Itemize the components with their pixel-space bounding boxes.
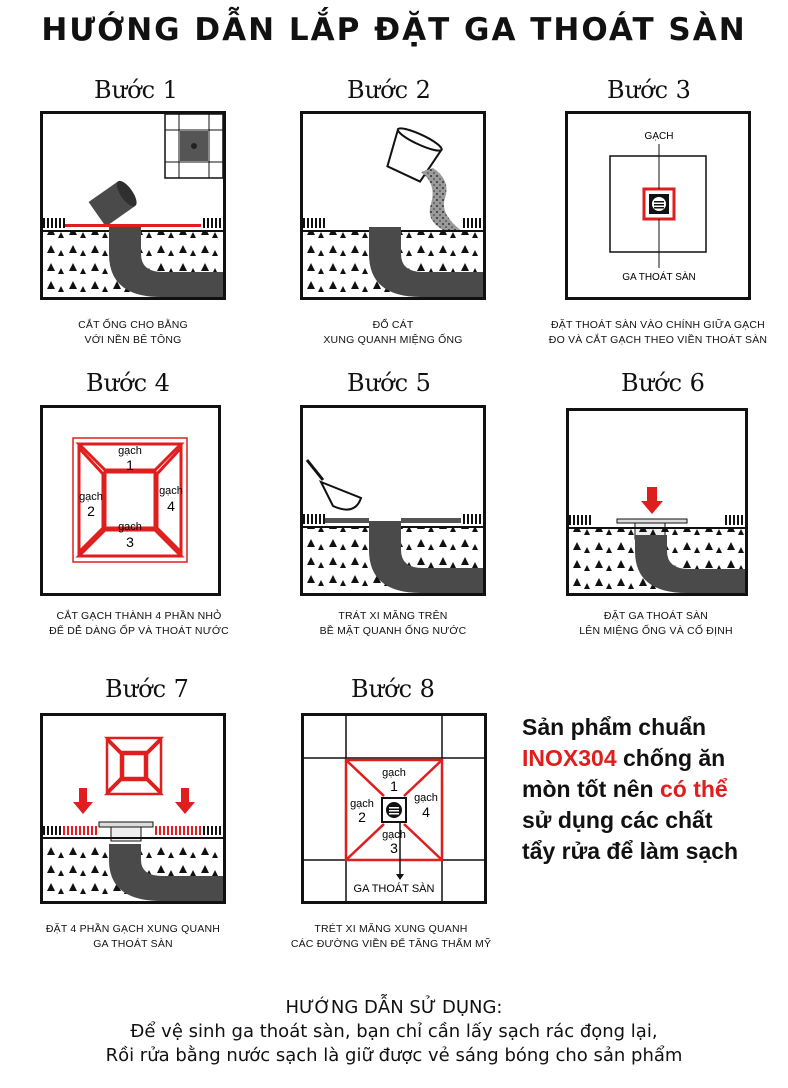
step-3-panel	[565, 111, 751, 300]
step-1-caption-line: CẮT ỐNG CHO BẰNG	[78, 319, 188, 331]
step-3-tile-label: GẠCH	[644, 131, 674, 142]
step-8-piece-word: gạch	[382, 767, 406, 779]
step-3-illustration	[568, 114, 748, 297]
usage-heading: HƯỚNG DẪN SỬ DỤNG:	[285, 997, 503, 1018]
step-7-caption	[13, 922, 253, 952]
step-8-label: Bước 8	[351, 675, 435, 703]
step-8-piece-word: gạch	[414, 792, 438, 804]
promo-line-2	[522, 743, 782, 774]
step-6-caption	[536, 609, 776, 639]
step-3-drain-label: GA THOÁT SÀN	[622, 272, 696, 283]
step-8-caption-line: TRÉT XI MĂNG XUNG QUANH	[314, 923, 468, 935]
step-5-panel	[300, 405, 486, 596]
step-2-panel	[300, 111, 486, 300]
step-5-illustration	[303, 408, 483, 593]
step-1-panel	[40, 111, 226, 300]
step-3-caption-line: ĐẶT THOÁT SÀN VÀO CHÍNH GIỮA GẠCH	[551, 319, 765, 331]
step-6-panel	[566, 408, 748, 596]
step-8-piece-num: 2	[358, 809, 366, 825]
promo-line-5: tẩy rửa để làm sạch	[522, 838, 739, 864]
step-4-piece-word: gạch	[118, 521, 142, 533]
step-6-illustration	[569, 411, 745, 593]
promo-highlight-can: có thể	[659, 776, 728, 802]
step-4-piece-num: 1	[126, 457, 134, 473]
product-promo	[522, 712, 782, 867]
step-7-panel	[40, 713, 226, 904]
step-8-panel	[301, 713, 487, 904]
step-4-caption	[19, 609, 259, 639]
step-2-caption	[273, 318, 513, 348]
step-7-label: Bước 7	[105, 675, 189, 703]
step-5-caption-line: TRÁT XI MĂNG TRÊN	[338, 610, 448, 622]
promo-line-4: sử dụng các chất	[522, 807, 713, 833]
page-title: HƯỚNG DẪN LẮP ĐẶT GA THOÁT SÀN	[41, 12, 747, 48]
step-8-piece-num: 1	[390, 778, 398, 794]
step-8-caption	[271, 922, 511, 952]
step-7-caption-line: ĐẶT 4 PHẦN GẠCH XUNG QUANH	[45, 923, 221, 935]
step-2-illustration	[303, 114, 483, 297]
step-6-caption-line: LÊN MIỆNG ỐNG VÀ CỐ ĐỊNH	[579, 625, 733, 637]
step-4-piece-num: 3	[126, 534, 134, 550]
step-4-caption-line: ĐỂ DỄ DÀNG ỐP VÀ THOÁT NƯỚC	[49, 625, 229, 637]
step-1-illustration	[43, 114, 223, 297]
step-6-label: Bước 6	[621, 369, 705, 397]
step-4-panel	[40, 405, 221, 596]
step-5-label: Bước 5	[347, 369, 431, 397]
promo-highlight-inox: INOX304	[522, 745, 617, 771]
step-4-illustration	[43, 408, 218, 593]
step-6-caption-line: ĐẶT GA THOÁT SÀN	[603, 610, 709, 622]
step-1-caption-line: VỚI NỀN BÊ TÔNG	[84, 334, 182, 346]
promo-line-2-rest: chống ăn	[616, 745, 726, 771]
promo-line-1: Sản phẩm chuẩn	[522, 714, 707, 740]
step-1-label: Bước 1	[94, 76, 178, 104]
step-8-caption-line: CÁC ĐƯỜNG VIỀN ĐỂ TĂNG THẨM MỸ	[290, 938, 492, 950]
step-4-label: Bước 4	[86, 369, 170, 397]
step-8-piece-num: 4	[422, 804, 430, 820]
step-7-caption-line: GA THOÁT SÀN	[93, 938, 173, 950]
step-8-piece-word: gạch	[382, 829, 406, 841]
step-4-piece-word: gạch	[79, 491, 103, 503]
step-8-piece-num: 3	[390, 840, 398, 856]
step-7-illustration	[43, 716, 223, 901]
usage-line-1: Để vệ sinh ga thoát sàn, bạn chỉ cần lấy sạch rác đọng lại,	[130, 1021, 658, 1042]
step-2-caption-line: XUNG QUANH MIỆNG ỐNG	[323, 334, 463, 346]
step-2-label: Bước 2	[347, 76, 431, 104]
promo-line-3-start: mòn tốt nên	[522, 776, 660, 802]
step-4-caption-line: CẮT GẠCH THÀNH 4 PHẦN NHỎ	[56, 610, 222, 622]
step-4-piece-num: 2	[87, 503, 95, 519]
step-4-piece-word: gạch	[118, 445, 142, 457]
step-3-caption	[538, 318, 778, 348]
usage-instructions	[0, 996, 788, 1068]
step-3-label: Bước 3	[607, 76, 691, 104]
step-8-drain-label: GA THOÁT SÀN	[353, 883, 435, 895]
step-4-piece-num: 4	[167, 498, 175, 514]
step-1-caption	[13, 318, 253, 348]
step-5-caption	[273, 609, 513, 639]
usage-line-2: Rồi rửa bằng nước sạch là giữ được vẻ sáng bóng cho sản phẩm	[105, 1045, 683, 1066]
step-8-piece-word: gạch	[350, 798, 374, 810]
step-4-piece-word: gạch	[159, 485, 183, 497]
promo-line-3	[522, 774, 782, 805]
step-8-illustration	[304, 716, 484, 901]
step-3-caption-line: ĐO VÀ CẮT GẠCH THEO VIỀN THOÁT SÀN	[548, 334, 768, 346]
step-5-caption-line: BỀ MẶT QUANH ỐNG NƯỚC	[319, 625, 467, 637]
step-2-caption-line: ĐỔ CÁT	[372, 319, 414, 331]
